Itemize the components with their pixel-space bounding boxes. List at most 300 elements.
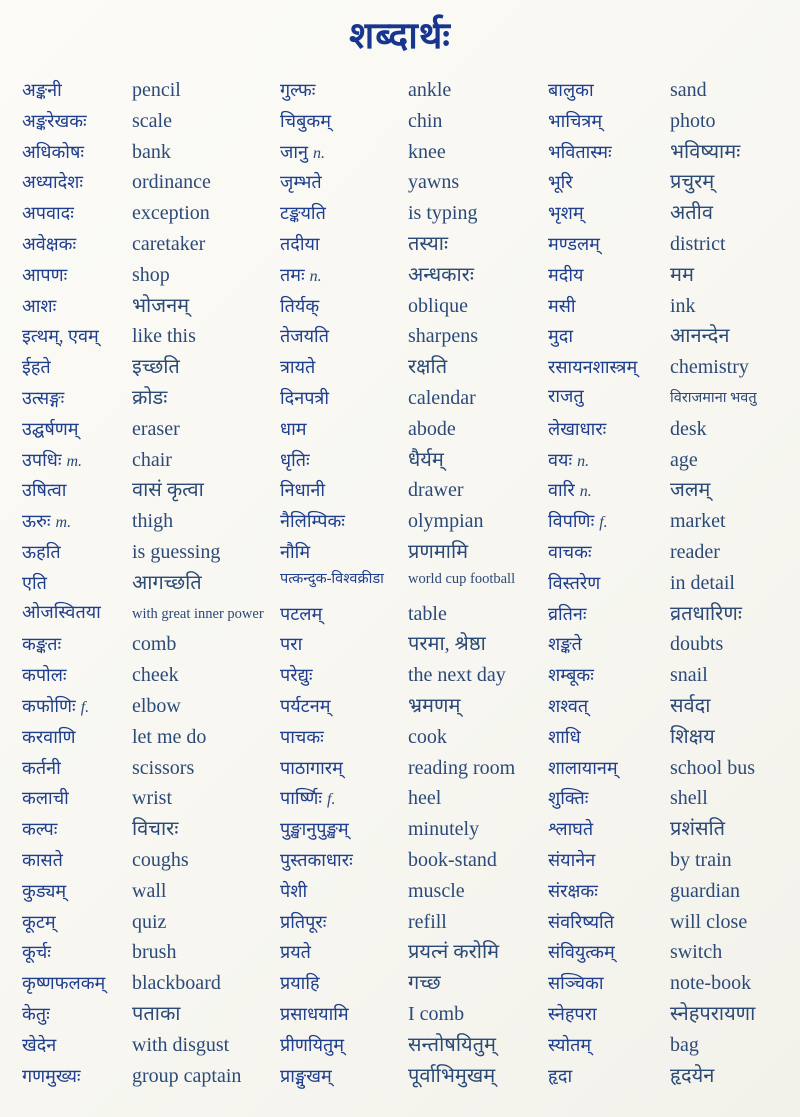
glossary-row bbox=[280, 295, 542, 326]
meaning-text: शिक्षय bbox=[670, 725, 715, 748]
glossary-row bbox=[22, 1034, 274, 1065]
sanskrit-term: राजतु bbox=[548, 385, 584, 406]
sanskrit-term: करवाणि bbox=[22, 726, 76, 747]
glossary-row bbox=[280, 572, 542, 603]
meaning-text: chin bbox=[408, 109, 443, 132]
glossary-row bbox=[22, 757, 274, 788]
gender-note: f. bbox=[599, 514, 608, 532]
sanskrit-term: कल्पः bbox=[22, 819, 58, 840]
meaning-text: सर्वदा bbox=[670, 694, 711, 717]
meaning-text: will close bbox=[670, 910, 748, 933]
meaning-text: group captain bbox=[132, 1064, 242, 1087]
sanskrit-term: वाचकः bbox=[548, 541, 592, 562]
page-title: शब्दार्थः bbox=[349, 16, 451, 57]
meaning-text: जलम् bbox=[670, 479, 711, 502]
meaning-text: let me do bbox=[132, 725, 207, 748]
glossary-row bbox=[22, 941, 274, 972]
glossary-row bbox=[22, 541, 274, 572]
sanskrit-term: कर्तनी bbox=[22, 757, 61, 778]
glossary-row bbox=[22, 1003, 274, 1034]
meaning-text: olympian bbox=[408, 510, 484, 533]
meaning-text: wrist bbox=[132, 787, 172, 810]
meaning-text: guardian bbox=[670, 879, 740, 902]
meaning-text: drawer bbox=[408, 479, 464, 502]
glossary-row bbox=[22, 479, 274, 510]
glossary-row bbox=[548, 79, 792, 110]
sanskrit-term: परा bbox=[280, 634, 303, 655]
glossary-row bbox=[280, 541, 542, 572]
gender-note: m. bbox=[66, 452, 83, 470]
glossary-row bbox=[280, 79, 542, 110]
meaning-text: भ्रमणम् bbox=[408, 694, 461, 717]
meaning-text: भविष्यामः bbox=[670, 140, 741, 163]
sanskrit-term: कूर्चः bbox=[22, 942, 51, 963]
meaning-text: cook bbox=[408, 725, 447, 748]
glossary-row bbox=[22, 171, 274, 202]
meaning-text: with great inner power bbox=[132, 605, 264, 622]
meaning-text: is guessing bbox=[132, 540, 221, 563]
sanskrit-term: कङ्कतः bbox=[22, 634, 62, 655]
meaning-text: quiz bbox=[132, 910, 167, 933]
glossary-row bbox=[22, 849, 274, 880]
sanskrit-term: कुड्यम् bbox=[22, 880, 67, 901]
glossary-row bbox=[548, 633, 792, 664]
sanskrit-term: हृदा bbox=[548, 1065, 573, 1086]
sanskrit-term: संरक्षकः bbox=[548, 880, 598, 901]
glossary-row bbox=[548, 541, 792, 572]
glossary-row bbox=[22, 295, 274, 326]
glossary-row bbox=[280, 202, 542, 233]
sanskrit-term: शालायानम् bbox=[548, 757, 618, 778]
glossary-row bbox=[280, 171, 542, 202]
meaning-text: धैर्यम् bbox=[408, 448, 444, 471]
glossary-row bbox=[280, 757, 542, 788]
glossary-row bbox=[548, 818, 792, 849]
glossary-row bbox=[548, 202, 792, 233]
sanskrit-term: संवरिष्यति bbox=[548, 911, 614, 932]
sanskrit-term: संवियुत्कम् bbox=[548, 942, 615, 963]
sanskrit-term: व्रतिनः bbox=[548, 603, 587, 624]
meaning-text: doubts bbox=[670, 633, 724, 656]
meaning-text: I comb bbox=[408, 1002, 465, 1025]
sanskrit-term: अध्यादेशः bbox=[22, 172, 84, 193]
glossary-row bbox=[548, 757, 792, 788]
meaning-text: अतीव bbox=[670, 202, 713, 225]
glossary-row bbox=[280, 141, 542, 172]
meaning-text: chair bbox=[132, 448, 172, 471]
meaning-text: ink bbox=[670, 294, 696, 317]
glossary-row bbox=[548, 911, 792, 942]
glossary-row bbox=[548, 295, 792, 326]
gender-note: n. bbox=[579, 483, 592, 501]
sanskrit-term: तेजयति bbox=[280, 326, 329, 347]
sanskrit-term: गुल्फः bbox=[280, 80, 316, 100]
sanskrit-term: टङ्कयति bbox=[280, 203, 326, 224]
glossary-row bbox=[22, 880, 274, 911]
meaning-text: oblique bbox=[408, 294, 468, 317]
glossary-row bbox=[280, 418, 542, 449]
meaning-text: snail bbox=[670, 664, 708, 687]
sanskrit-term: भूरि bbox=[548, 172, 573, 193]
gender-note: m. bbox=[55, 514, 72, 532]
glossary-row bbox=[280, 387, 542, 418]
meaning-text: book-stand bbox=[408, 848, 497, 871]
sanskrit-term: अवेक्षकः bbox=[22, 233, 77, 254]
glossary bbox=[0, 59, 800, 1095]
meaning-text: bank bbox=[132, 140, 171, 163]
glossary-row bbox=[280, 972, 542, 1003]
sanskrit-term: ऊहति bbox=[22, 541, 61, 562]
meaning-text: shop bbox=[132, 263, 170, 286]
glossary-row bbox=[548, 726, 792, 757]
sanskrit-term: कासते bbox=[22, 849, 63, 870]
meaning-text: प्रणमामि bbox=[408, 540, 469, 563]
meaning-text: इच्छति bbox=[132, 356, 180, 379]
sanskrit-term: वयः n. bbox=[548, 449, 590, 470]
sanskrit-term: पुस्तकाधारः bbox=[280, 849, 353, 870]
meaning-text: reader bbox=[670, 540, 720, 563]
meaning-text: desk bbox=[670, 417, 707, 440]
sanskrit-term: सञ्चिका bbox=[548, 973, 604, 994]
meaning-text: world cup football bbox=[408, 570, 516, 587]
sanskrit-term: पाठागारम् bbox=[280, 757, 343, 778]
meaning-text: scissors bbox=[132, 756, 195, 779]
gender-note: n. bbox=[577, 452, 590, 470]
sanskrit-term: कफोणिः f. bbox=[22, 695, 90, 716]
meaning-text: switch bbox=[670, 941, 723, 964]
meaning-text: ankle bbox=[408, 79, 452, 101]
meaning-text: आनन्देन bbox=[670, 325, 730, 348]
meaning-text: ordinance bbox=[132, 171, 211, 194]
glossary-row bbox=[548, 356, 792, 387]
glossary-row bbox=[548, 972, 792, 1003]
meaning-text: प्रयत्नं करोमि bbox=[408, 941, 500, 964]
gender-note: n. bbox=[309, 267, 322, 285]
glossary-row bbox=[22, 572, 274, 603]
meaning-text: note-book bbox=[670, 972, 752, 995]
sanskrit-term: पत्कन्दुक-विश्वक्रीडा bbox=[280, 570, 384, 587]
sanskrit-term: शश्वत् bbox=[548, 695, 589, 716]
sanskrit-term: कृष्णफलकम् bbox=[22, 973, 106, 994]
glossary-row bbox=[22, 664, 274, 695]
sanskrit-term: निधानी bbox=[280, 480, 326, 501]
glossary-row bbox=[548, 325, 792, 356]
meaning-text: स्नेहपरायणा bbox=[670, 1002, 756, 1025]
sanskrit-term: रसायनशास्त्रम् bbox=[548, 357, 638, 378]
sanskrit-term: त्रायते bbox=[280, 357, 316, 378]
meaning-text: भोजनम् bbox=[132, 294, 190, 317]
meaning-text: refill bbox=[408, 910, 447, 933]
sanskrit-term: धाम bbox=[280, 418, 307, 439]
sanskrit-term: अङ्कनी bbox=[22, 80, 62, 100]
sanskrit-term: केतुः bbox=[22, 1003, 50, 1024]
glossary-row bbox=[280, 325, 542, 356]
glossary-row bbox=[280, 1065, 542, 1096]
sanskrit-term: विपणिः f. bbox=[548, 511, 608, 532]
glossary-row bbox=[548, 141, 792, 172]
sanskrit-term: तदीया bbox=[280, 233, 320, 254]
meaning-text: like this bbox=[132, 325, 196, 348]
glossary-row bbox=[548, 264, 792, 295]
meaning-text: पूर्वाभिमुखम् bbox=[408, 1064, 496, 1087]
glossary-row bbox=[22, 818, 274, 849]
meaning-text: chemistry bbox=[670, 356, 749, 379]
meaning-text: प्रशंसति bbox=[670, 818, 726, 841]
glossary-row bbox=[22, 110, 274, 141]
meaning-text: eraser bbox=[132, 417, 180, 440]
sanskrit-term: आशः bbox=[22, 295, 57, 316]
meaning-text: elbow bbox=[132, 694, 181, 717]
glossary-row bbox=[548, 787, 792, 818]
glossary-row bbox=[548, 1034, 792, 1065]
meaning-text: comb bbox=[132, 633, 177, 656]
glossary-row bbox=[548, 387, 792, 418]
meaning-text: thigh bbox=[132, 510, 174, 533]
glossary-row bbox=[280, 726, 542, 757]
sanskrit-term: पटलम् bbox=[280, 603, 323, 624]
meaning-text: with disgust bbox=[132, 1033, 230, 1056]
sanskrit-term: अपवादः bbox=[22, 203, 74, 224]
glossary-row bbox=[548, 1003, 792, 1034]
meaning-text: the next day bbox=[408, 664, 506, 687]
glossary-row bbox=[280, 911, 542, 942]
sanskrit-term: शाधि bbox=[548, 726, 581, 747]
sanskrit-term: प्रीणयितुम् bbox=[280, 1034, 345, 1055]
meaning-text: sand bbox=[670, 79, 707, 101]
glossary-row bbox=[22, 233, 274, 264]
glossary-row bbox=[280, 356, 542, 387]
sanskrit-term: भवितास्मः bbox=[548, 141, 612, 162]
sanskrit-term: पाचकः bbox=[280, 726, 324, 747]
sanskrit-term: एति bbox=[22, 572, 47, 593]
sanskrit-term: गणमुख्यः bbox=[22, 1065, 81, 1086]
sanskrit-term: अधिकोषः bbox=[22, 141, 85, 162]
glossary-row bbox=[280, 1034, 542, 1065]
glossary-row bbox=[22, 418, 274, 449]
meaning-text: caretaker bbox=[132, 232, 206, 255]
glossary-row bbox=[22, 325, 274, 356]
glossary-row bbox=[22, 726, 274, 757]
meaning-text: wall bbox=[132, 879, 167, 902]
glossary-row bbox=[280, 110, 542, 141]
glossary-row bbox=[22, 603, 274, 634]
sanskrit-term: मसी bbox=[548, 295, 576, 316]
glossary-row bbox=[548, 603, 792, 634]
glossary-row bbox=[22, 141, 274, 172]
glossary-row bbox=[280, 1003, 542, 1034]
glossary-row bbox=[22, 695, 274, 726]
glossary-row bbox=[548, 510, 792, 541]
glossary-row bbox=[22, 264, 274, 295]
glossary-column-right bbox=[548, 79, 792, 1095]
sanskrit-term: परेद्युः bbox=[280, 665, 313, 686]
meaning-text: reading room bbox=[408, 756, 516, 779]
meaning-text: रक्षति bbox=[408, 356, 448, 379]
meaning-text: school bus bbox=[670, 756, 755, 779]
sanskrit-term: तिर्यक् bbox=[280, 295, 320, 316]
glossary-column-middle bbox=[280, 79, 542, 1095]
gender-note: f. bbox=[327, 791, 336, 809]
glossary-row bbox=[22, 449, 274, 480]
meaning-text: district bbox=[670, 232, 726, 255]
sanskrit-term: मुदा bbox=[548, 326, 573, 347]
sanskrit-term: कूटम् bbox=[22, 911, 56, 932]
sanskrit-term: नैलिम्पिकः bbox=[280, 511, 345, 532]
sanskrit-term: जानु n. bbox=[280, 141, 326, 162]
glossary-row bbox=[548, 1065, 792, 1096]
meaning-text: प्रचुरम् bbox=[670, 171, 715, 194]
meaning-text: पताका bbox=[132, 1002, 181, 1025]
meaning-text: by train bbox=[670, 848, 732, 871]
glossary-row bbox=[22, 387, 274, 418]
sanskrit-term: धृतिः bbox=[280, 449, 310, 470]
sanskrit-term: आपणः bbox=[22, 264, 68, 285]
sanskrit-term: खेदेन bbox=[22, 1034, 57, 1055]
meaning-text: हृदयेन bbox=[670, 1064, 715, 1087]
meaning-text: table bbox=[408, 602, 447, 625]
sanskrit-term: ओजस्वितया bbox=[22, 601, 101, 622]
meaning-text: age bbox=[670, 448, 698, 471]
sanskrit-term: अङ्करेखकः bbox=[22, 110, 87, 131]
glossary-row bbox=[548, 233, 792, 264]
sanskrit-term: प्राङ्मुखम् bbox=[280, 1065, 332, 1086]
meaning-text: heel bbox=[408, 787, 442, 810]
glossary-row bbox=[22, 356, 274, 387]
glossary-row bbox=[22, 510, 274, 541]
glossary-row bbox=[548, 695, 792, 726]
sanskrit-term: कलाची bbox=[22, 788, 69, 809]
glossary-row bbox=[548, 110, 792, 141]
sanskrit-term: विस्तरेण bbox=[548, 572, 601, 593]
glossary-row bbox=[548, 572, 792, 603]
glossary-row bbox=[548, 849, 792, 880]
glossary-row bbox=[280, 849, 542, 880]
sanskrit-term: ईहते bbox=[22, 357, 51, 378]
glossary-row bbox=[280, 603, 542, 634]
meaning-text: cheek bbox=[132, 664, 179, 687]
glossary-row bbox=[280, 449, 542, 480]
sanskrit-term: उद्घर्षणम् bbox=[22, 418, 79, 439]
glossary-row bbox=[22, 633, 274, 664]
sanskrit-term: जृम्भते bbox=[280, 172, 322, 193]
gender-note: n. bbox=[313, 144, 326, 162]
meaning-text: is typing bbox=[408, 202, 478, 225]
meaning-text: yawns bbox=[408, 171, 460, 194]
meaning-text: क्रोडः bbox=[132, 386, 168, 409]
meaning-text: minutely bbox=[408, 818, 480, 841]
meaning-text: bag bbox=[670, 1033, 699, 1056]
meaning-text: अन्धकारः bbox=[408, 263, 474, 286]
sanskrit-term: दिनपत्री bbox=[280, 387, 330, 408]
glossary-row bbox=[280, 880, 542, 911]
meaning-text: सन्तोषयितुम् bbox=[408, 1033, 496, 1056]
glossary-row bbox=[548, 664, 792, 695]
sanskrit-term: भाचित्रम् bbox=[548, 110, 603, 131]
glossary-column-left bbox=[22, 79, 274, 1095]
meaning-text: विचारः bbox=[132, 818, 179, 841]
sanskrit-term: उपधिः m. bbox=[22, 449, 83, 470]
glossary-row bbox=[280, 664, 542, 695]
sanskrit-term: प्रयाहि bbox=[280, 973, 320, 994]
meaning-text: shell bbox=[670, 787, 708, 810]
meaning-text: exception bbox=[132, 202, 210, 225]
glossary-row bbox=[22, 1065, 274, 1096]
sanskrit-term: इत्थम्, एवम् bbox=[22, 326, 99, 347]
sanskrit-term: भृशम् bbox=[548, 203, 584, 224]
sanskrit-term: उत्सङ्गः bbox=[22, 387, 65, 408]
meaning-text: in detail bbox=[670, 571, 735, 594]
glossary-row bbox=[548, 479, 792, 510]
sanskrit-term: मण्डलम् bbox=[548, 233, 600, 254]
sanskrit-term: नौमि bbox=[280, 541, 311, 562]
sanskrit-term: प्रसाधयामि bbox=[280, 1003, 349, 1024]
glossary-row bbox=[280, 695, 542, 726]
sanskrit-term: ऊरुः m. bbox=[22, 511, 72, 532]
sanskrit-term: मदीय bbox=[548, 264, 584, 285]
glossary-row bbox=[22, 202, 274, 233]
sanskrit-term: लेखाधारः bbox=[548, 418, 607, 439]
meaning-text: abode bbox=[408, 417, 456, 440]
meaning-text: blackboard bbox=[132, 972, 221, 995]
sanskrit-term: प्रतिपूरः bbox=[280, 911, 327, 932]
sanskrit-term: स्योतम् bbox=[548, 1034, 592, 1055]
meaning-text: market bbox=[670, 510, 726, 533]
gender-note: f. bbox=[80, 698, 90, 716]
sanskrit-term: पुङ्खानुपुङ्खम् bbox=[280, 819, 349, 840]
meaning-text: गच्छ bbox=[408, 972, 441, 995]
meaning-text: विराजमाना भवतु bbox=[670, 389, 757, 406]
sanskrit-term: संयानेन bbox=[548, 849, 596, 870]
meaning-text: coughs bbox=[132, 848, 189, 871]
meaning-text: scale bbox=[132, 109, 172, 132]
glossary-row bbox=[280, 264, 542, 295]
meaning-text: sharpens bbox=[408, 325, 478, 348]
meaning-text: photo bbox=[670, 109, 716, 132]
sanskrit-term: चिबुकम् bbox=[280, 110, 331, 131]
glossary-row bbox=[280, 510, 542, 541]
sanskrit-term: शम्बूकः bbox=[548, 665, 594, 686]
sanskrit-term: कपोलः bbox=[22, 665, 67, 686]
meaning-text: वासं कृत्वा bbox=[132, 479, 204, 502]
glossary-row bbox=[548, 941, 792, 972]
glossary-row bbox=[548, 418, 792, 449]
meaning-text: muscle bbox=[408, 879, 465, 902]
sanskrit-term: प्रयते bbox=[280, 942, 311, 963]
sanskrit-term: शुक्तिः bbox=[548, 788, 589, 809]
glossary-row bbox=[280, 633, 542, 664]
glossary-row bbox=[22, 972, 274, 1003]
meaning-text: brush bbox=[132, 941, 177, 964]
sanskrit-term: पर्यटनम् bbox=[280, 695, 331, 716]
glossary-row bbox=[280, 818, 542, 849]
meaning-text: तस्याः bbox=[408, 232, 448, 255]
sanskrit-term: तमः n. bbox=[280, 264, 322, 285]
meaning-text: आगच्छति bbox=[132, 571, 202, 594]
glossary-row bbox=[280, 233, 542, 264]
glossary-row bbox=[548, 449, 792, 480]
glossary-row bbox=[280, 941, 542, 972]
sanskrit-term: पेशी bbox=[280, 880, 308, 901]
glossary-row bbox=[22, 911, 274, 942]
sanskrit-term: वारि n. bbox=[548, 480, 592, 501]
sanskrit-term: उषित्वा bbox=[22, 480, 67, 501]
meaning-text: pencil bbox=[132, 79, 181, 101]
meaning-text: व्रतधारिणः bbox=[670, 602, 742, 625]
glossary-row bbox=[548, 171, 792, 202]
sanskrit-term: स्नेहपरा bbox=[548, 1003, 597, 1024]
sanskrit-term: श्लाघते bbox=[548, 819, 594, 840]
sanskrit-term: शङ्कते bbox=[548, 634, 582, 655]
